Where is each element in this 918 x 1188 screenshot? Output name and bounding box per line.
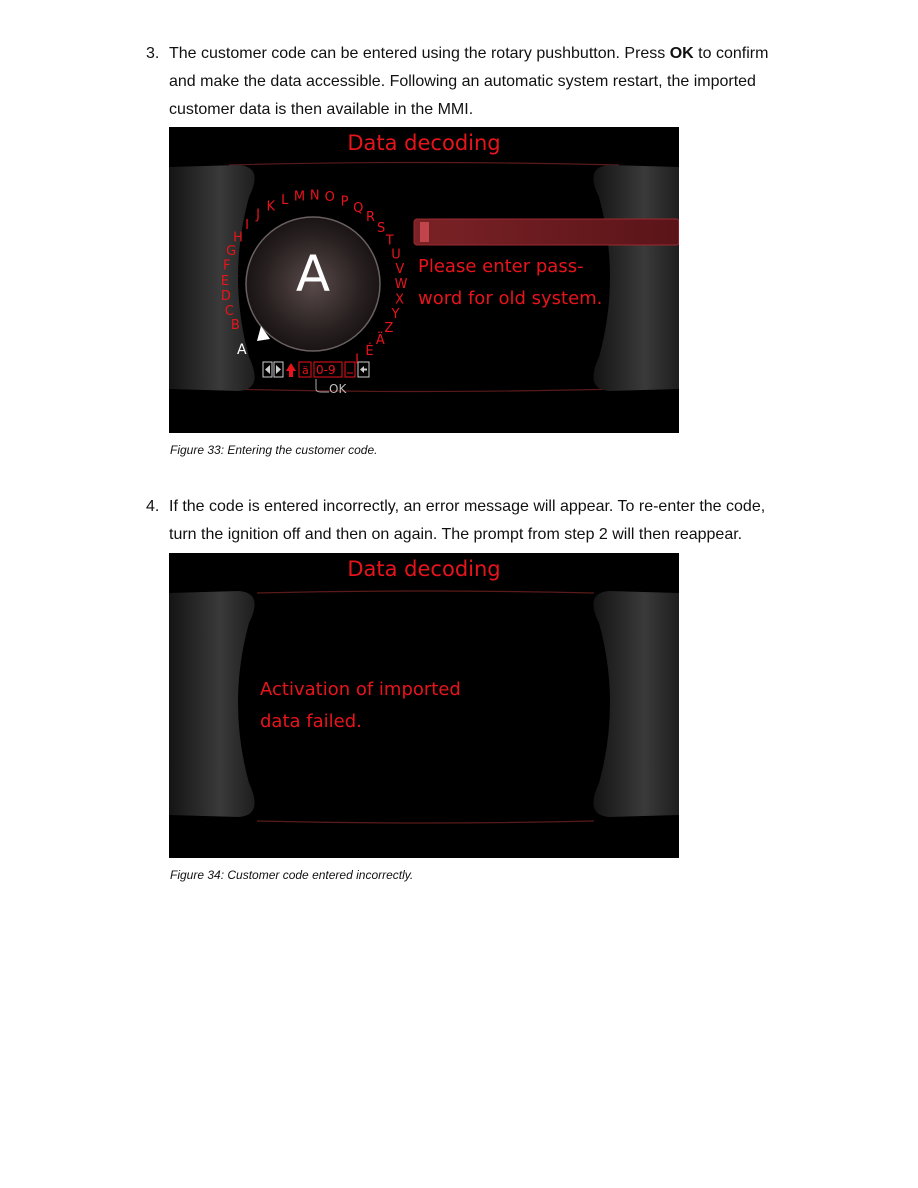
cursor [420, 222, 429, 242]
dial-letter[interactable]: J [256, 207, 261, 223]
dial-letter[interactable]: B [230, 317, 240, 333]
step-text [169, 40, 789, 124]
dial-letter[interactable]: G [226, 244, 237, 260]
ok-connector [316, 379, 329, 392]
digits-key-label: 0-9 [316, 363, 336, 377]
dial-letter[interactable]: F [223, 258, 231, 274]
selected-character: A [295, 245, 331, 303]
error-line-1: Activation of imported [260, 679, 461, 700]
dial-letter[interactable]: O [324, 190, 335, 206]
screen-title: Data decoding [347, 131, 501, 155]
figure-33-caption: Figure 33: Entering the customer code. [170, 443, 378, 457]
ok-keyword: OK [669, 45, 694, 62]
lowercase-key-label: ä [302, 364, 309, 377]
dial-letter[interactable]: K [266, 199, 276, 215]
dial-letter[interactable]: Ä [375, 333, 385, 349]
space-key-icon[interactable] [345, 362, 355, 377]
right-bezel [593, 165, 679, 391]
screen-title: Data decoding [347, 557, 501, 581]
prompt-message [418, 251, 602, 315]
dial-letter[interactable]: X [395, 292, 405, 308]
dial-current-letter: A [237, 342, 247, 358]
dial-letter[interactable]: C [224, 303, 234, 319]
dial-letter[interactable]: Q [353, 201, 364, 216]
left-bezel [169, 591, 255, 817]
figure-34-caption: Figure 34: Customer code entered incorrectly. [170, 868, 414, 882]
dial-letter[interactable]: É [365, 344, 374, 359]
prompt-line-2: word for old system. [418, 288, 603, 309]
dial-letter[interactable]: V [395, 262, 405, 277]
step-number: 3. [146, 45, 160, 62]
ok-label: OK [329, 382, 347, 396]
dial-letter[interactable]: P [340, 194, 349, 210]
error-message [260, 674, 461, 738]
dial-letter[interactable]: N [309, 188, 320, 204]
dial-letter[interactable]: I [245, 218, 250, 234]
shift-icon[interactable] [286, 363, 296, 377]
left-arrow-icon [265, 365, 270, 374]
dial-letter[interactable]: Z [384, 320, 394, 336]
right-arrow-icon [276, 365, 281, 374]
dial-letter[interactable]: R [365, 209, 376, 225]
dial-letter[interactable]: Y [391, 307, 400, 322]
dial-letter[interactable]: I [355, 352, 359, 368]
right-bezel [593, 591, 679, 817]
prompt-line-1: Please enter pass- [418, 256, 584, 277]
error-line-2: data failed. [260, 711, 362, 732]
step-text-part: The customer code can be entered using the rotary pushbutton. Press [169, 45, 670, 62]
backspace-icon [360, 366, 367, 373]
dial-letter[interactable]: L [281, 193, 289, 209]
dial-letter[interactable]: M [293, 189, 306, 205]
dial-letter[interactable]: T [385, 233, 394, 249]
step-text-part: to confirm and make the data accessible. Following an automatic system restart, the imported customer data is then available in the MMI. [169, 45, 769, 118]
input-field[interactable] [414, 219, 679, 245]
dial-letter[interactable]: U [391, 247, 401, 263]
dial-letter[interactable]: W [394, 277, 408, 293]
figure-34-screen [169, 553, 679, 858]
figure-33-screen [169, 127, 679, 433]
step-number: 4. [146, 498, 160, 515]
dial-letter[interactable]: E [220, 273, 230, 289]
dial-letter[interactable]: H [233, 230, 243, 246]
step-text: If the code is entered incorrectly, an error message will appear. To re-enter the code, turn the ignition off and then on again. The prompt from step 2 will then reappear. [169, 498, 766, 543]
dial-letter[interactable]: S [376, 220, 386, 236]
dial-letter[interactable]: D [220, 289, 231, 304]
